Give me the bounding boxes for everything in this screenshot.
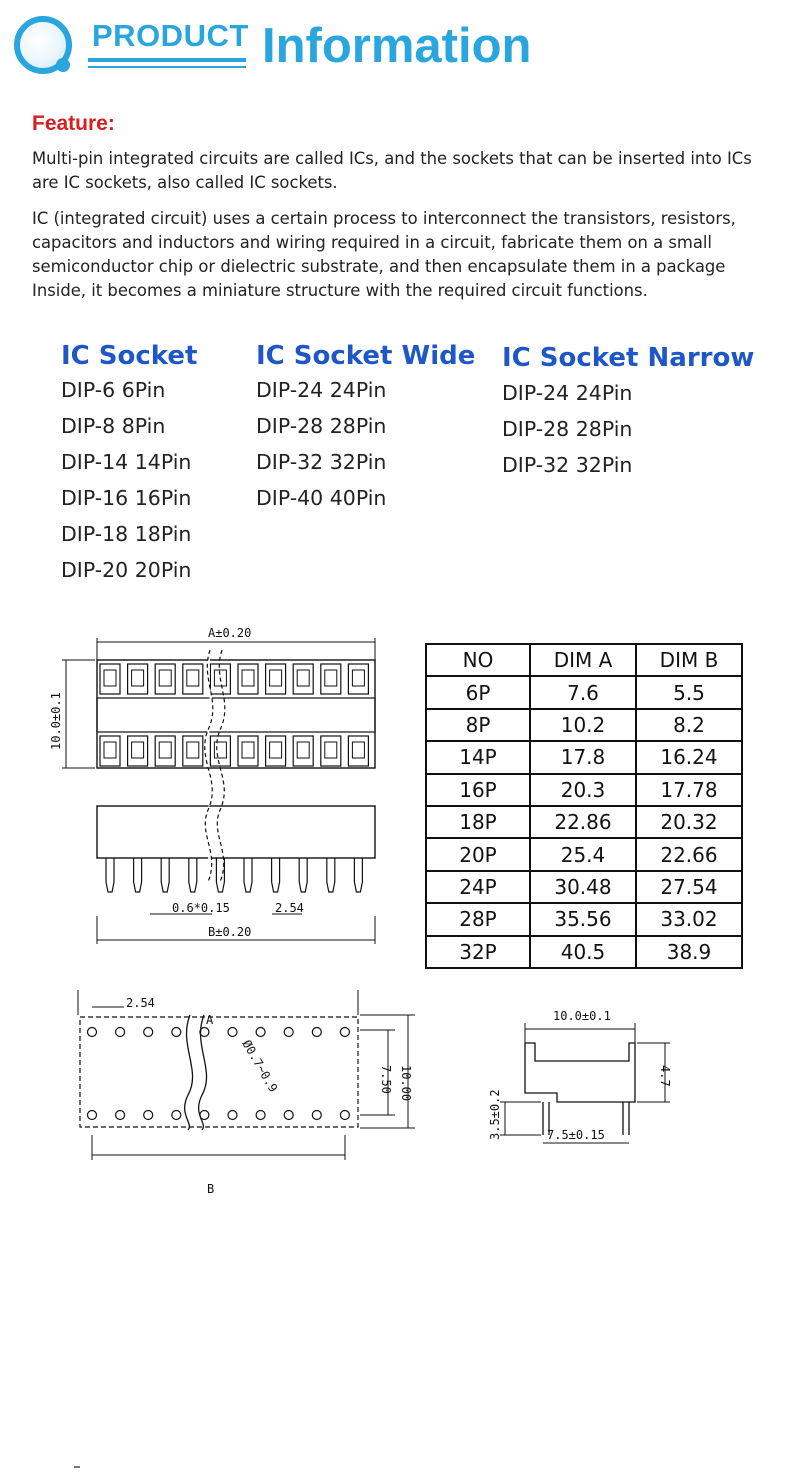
bottom-row-pin-cells <box>100 736 368 766</box>
hole-diameter-label: Ø0.7~0.9 <box>239 1037 281 1095</box>
table-cell: 24P <box>426 871 530 903</box>
pin-cell-inner <box>187 670 199 686</box>
table-cell: 10.2 <box>530 709 636 741</box>
table-cell: 22.86 <box>530 806 636 838</box>
pcb-hole <box>144 1111 153 1120</box>
table-cell: 5.5 <box>636 676 742 708</box>
list-item: DIP-24 24Pin <box>256 378 387 402</box>
table-row <box>426 709 742 741</box>
hole-pattern-drawing <box>70 985 425 1200</box>
ic-socket-wide-list <box>256 372 386 516</box>
socket-pin <box>354 858 362 892</box>
list-item: DIP-40 40Pin <box>256 486 387 510</box>
table-cell: 16P <box>426 774 530 806</box>
table-cell: 40.5 <box>530 936 636 968</box>
pin-cell <box>293 736 313 766</box>
feature-paragraph-1: Multi-pin integrated circuits are called ICs, and the sockets that can be inserted into ICs are IC sockets, also called IC sockets. <box>32 149 752 192</box>
pcb-hole <box>228 1111 237 1120</box>
pin-cell-inner <box>187 742 199 758</box>
pcb-holes <box>88 1028 350 1120</box>
header-underline-thin <box>88 66 246 68</box>
dim-a-label: A±0.20 <box>208 626 252 640</box>
pcb-hole <box>144 1028 153 1037</box>
pcb-hole <box>256 1111 265 1120</box>
pin-cell <box>128 736 148 766</box>
pin-cell <box>183 736 203 766</box>
list-item: DIP-28 28Pin <box>502 417 633 441</box>
pin-cell <box>321 664 341 694</box>
socket-pin <box>134 858 142 892</box>
pcb-hole <box>172 1028 181 1037</box>
table-cell: 22.66 <box>636 838 742 870</box>
ic-socket-wide-title: IC Socket Wide <box>256 341 476 371</box>
ic-socket-narrow-list <box>502 375 632 483</box>
ic-socket-list <box>61 372 191 588</box>
socket-pin <box>299 858 307 892</box>
socket-pin <box>327 858 335 892</box>
pin-cell <box>238 736 258 766</box>
pin-cell-inner <box>104 670 116 686</box>
pin-cell <box>100 736 120 766</box>
height-label: 10.0±0.1 <box>49 692 63 750</box>
pcb-hole <box>228 1028 237 1037</box>
pin-cell <box>183 664 203 694</box>
side-height-label: 4.7 <box>658 1065 672 1087</box>
table-cell: 7.6 <box>530 676 636 708</box>
side-width-label: 10.0±0.1 <box>553 1009 611 1023</box>
pin-cell <box>100 664 120 694</box>
pin-cell-inner <box>297 742 309 758</box>
pitch-label: 2.54 <box>275 901 304 915</box>
table-header-cell: DIM B <box>636 644 742 676</box>
pcb-hole <box>88 1028 97 1037</box>
list-item: DIP-20 20Pin <box>61 558 192 582</box>
table-cell: 38.9 <box>636 936 742 968</box>
list-item: DIP-16 16Pin <box>61 486 192 510</box>
table-row <box>426 741 742 773</box>
table-cell: 27.54 <box>636 871 742 903</box>
table-cell: 33.02 <box>636 903 742 935</box>
socket-pin <box>244 858 252 892</box>
divider <box>74 1466 80 1468</box>
table-cell: 35.56 <box>530 903 636 935</box>
pin-cell <box>293 664 313 694</box>
side-profile-drawing <box>485 1005 695 1150</box>
ic-socket-narrow-title: IC Socket Narrow <box>502 343 755 373</box>
pin-cell-inner <box>132 742 144 758</box>
hole-pitch-label: 2.54 <box>126 996 155 1010</box>
table-row <box>426 676 742 708</box>
socket-pin <box>189 858 197 892</box>
table-row <box>426 806 742 838</box>
list-item: DIP-28 28Pin <box>256 414 387 438</box>
pin-cell-inner <box>159 742 171 758</box>
table-cell: 16.24 <box>636 741 742 773</box>
table-row <box>426 936 742 968</box>
ic-socket-title: IC Socket <box>61 341 198 371</box>
table-header-cell: NO <box>426 644 530 676</box>
pin-cell-inner <box>104 742 116 758</box>
pin-cell-inner <box>352 742 364 758</box>
table-cell: 20.3 <box>530 774 636 806</box>
header-information-word: Information <box>262 19 532 73</box>
pcb-hole <box>340 1028 349 1037</box>
pin-cell-inner <box>270 742 282 758</box>
table-cell: 28P <box>426 903 530 935</box>
pcb-hole <box>256 1028 265 1037</box>
list-item: DIP-6 6Pin <box>61 378 166 402</box>
pin-cell <box>266 664 286 694</box>
pin-cell-inner <box>159 670 171 686</box>
pin-cell-inner <box>242 742 254 758</box>
pin-cell <box>321 736 341 766</box>
socket-pins <box>106 858 362 892</box>
pin-cell-inner <box>325 670 337 686</box>
header-product-word: PRODUCT <box>92 18 249 53</box>
list-item: DIP-24 24Pin <box>502 381 633 405</box>
dim-b-label: B±0.20 <box>208 925 252 939</box>
table-cell: 18P <box>426 806 530 838</box>
table-cell: 30.48 <box>530 871 636 903</box>
table-cell: 25.4 <box>530 838 636 870</box>
pcb-hole <box>116 1028 125 1037</box>
pin-width-label: 0.6*0.15 <box>172 901 230 915</box>
pcb-hole <box>116 1111 125 1120</box>
table-header-row <box>426 644 742 676</box>
feature-paragraph-2: IC (integrated circuit) uses a certain process to interconnect the transistors, resistors, capacitors and inductors and wiring required in a circuit, fabricate them on a small semiconductor chip or dielectric substrate, and then encapsulate them in a package Inside, it becomes a miniature structure with the required circuit functions. <box>32 209 736 300</box>
pin-cell-inner <box>270 670 282 686</box>
table-row <box>426 774 742 806</box>
table-row <box>426 838 742 870</box>
table-cell: 8P <box>426 709 530 741</box>
outer-width-label: 10.00 <box>399 1065 413 1102</box>
hole-label-b: B <box>207 1182 215 1196</box>
pcb-hole <box>312 1028 321 1037</box>
table-cell: 17.8 <box>530 741 636 773</box>
pin-cell <box>348 736 368 766</box>
pin-length-label: 3.5±0.2 <box>488 1089 502 1140</box>
row-spacing-label: 7.50 <box>379 1065 393 1094</box>
header-underline <box>88 58 246 62</box>
pin-cell-inner <box>132 670 144 686</box>
pin-cell-inner <box>325 742 337 758</box>
pin-cell-inner <box>352 670 364 686</box>
table-cell: 32P <box>426 936 530 968</box>
pin-cell <box>155 664 175 694</box>
table-cell: 14P <box>426 741 530 773</box>
list-item: DIP-18 18Pin <box>61 522 192 546</box>
list-item: DIP-32 32Pin <box>502 453 633 477</box>
pcb-hole <box>172 1111 181 1120</box>
pcb-hole <box>88 1111 97 1120</box>
table-cell: 6P <box>426 676 530 708</box>
dimension-table-body <box>426 676 742 968</box>
table-cell: 20P <box>426 838 530 870</box>
pin-cell-inner <box>242 670 254 686</box>
pcb-hole <box>340 1111 349 1120</box>
pin-cell <box>266 736 286 766</box>
hole-label-a: A <box>206 1013 214 1027</box>
pcb-hole <box>284 1111 293 1120</box>
socket-pin <box>161 858 169 892</box>
dimension-table <box>425 643 743 969</box>
pin-cell <box>238 664 258 694</box>
socket-front-drawing <box>40 620 390 950</box>
table-header-cell: DIM A <box>530 644 636 676</box>
pin-cell-inner <box>297 670 309 686</box>
pin-cell-inner <box>214 742 226 758</box>
top-row-pin-cells <box>100 664 368 694</box>
table-row <box>426 871 742 903</box>
logo-dot-icon <box>56 58 70 72</box>
pin-cell <box>155 736 175 766</box>
pin-cell <box>128 664 148 694</box>
pcb-hole <box>312 1111 321 1120</box>
table-row <box>426 903 742 935</box>
pin-cell <box>210 736 230 766</box>
feature-title: Feature: <box>32 112 115 135</box>
socket-pin <box>272 858 280 892</box>
list-item: DIP-14 14Pin <box>61 450 192 474</box>
list-item: DIP-32 32Pin <box>256 450 387 474</box>
table-cell: 17.78 <box>636 774 742 806</box>
socket-pin <box>106 858 114 892</box>
pcb-hole <box>284 1028 293 1037</box>
pin-cell <box>348 664 368 694</box>
table-cell: 8.2 <box>636 709 742 741</box>
pin-span-label: 7.5±0.15 <box>547 1128 605 1142</box>
list-item: DIP-8 8Pin <box>61 414 166 438</box>
table-cell: 20.32 <box>636 806 742 838</box>
